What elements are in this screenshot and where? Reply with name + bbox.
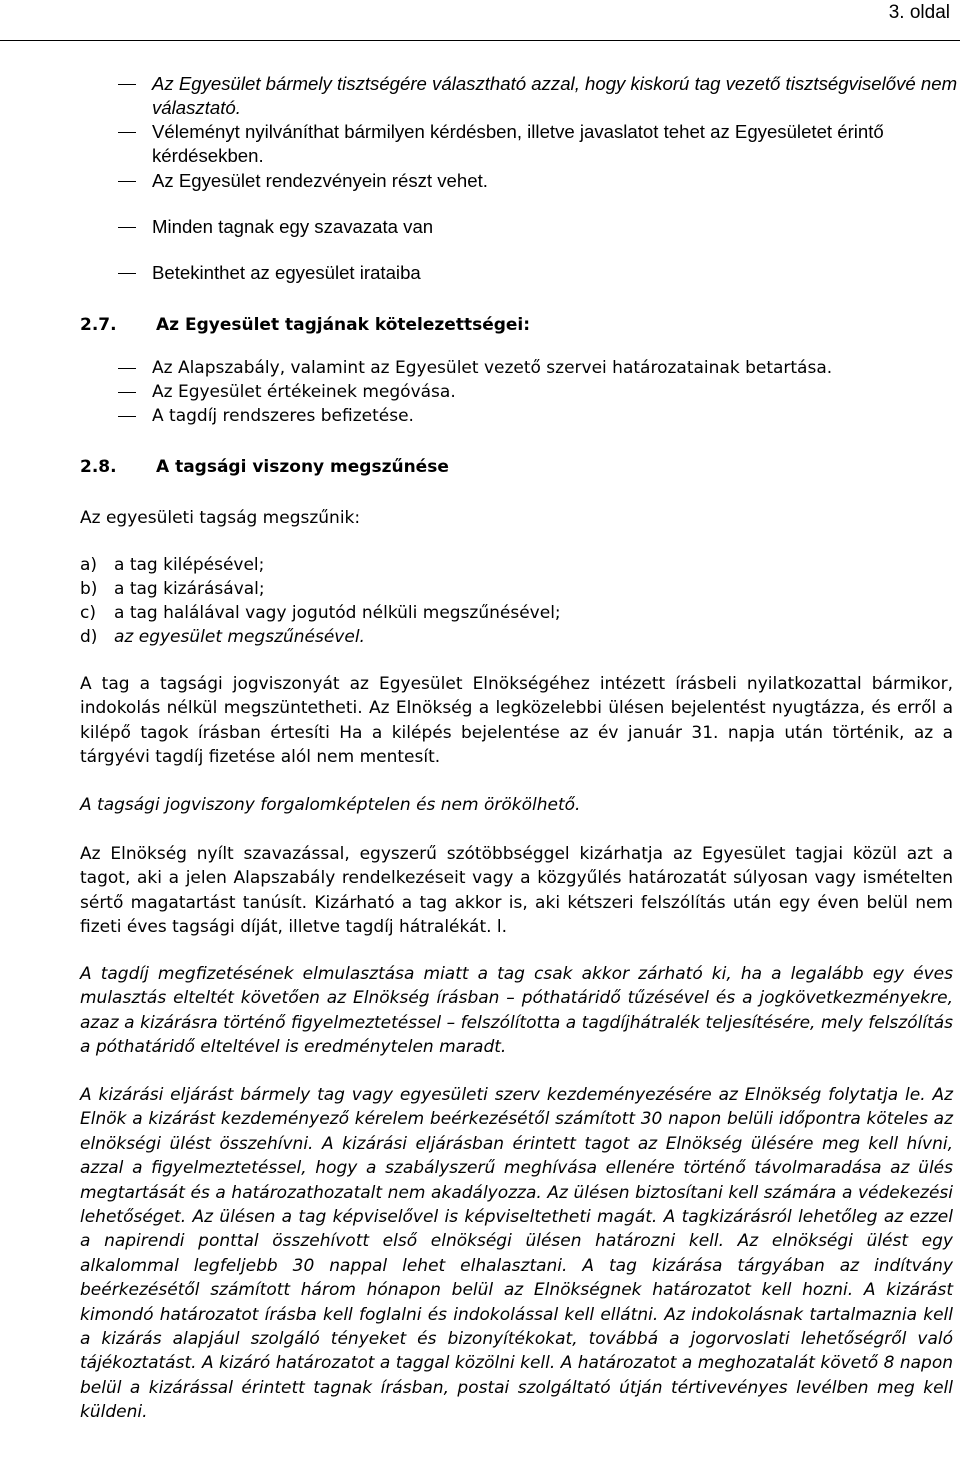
section-number: 2.8.: [80, 457, 117, 477]
header-divider: [0, 40, 960, 41]
member-rights-list: [118, 72, 958, 285]
section-number: 2.7.: [80, 315, 117, 335]
list-item-text: Minden tagnak egy szavazata van: [152, 216, 434, 237]
list-item-text: Az Egyesület rendezvényein részt vehet.: [152, 170, 488, 191]
list-item: [118, 261, 958, 285]
list-item-text: Az Egyesület értékeinek megóvása.: [152, 382, 456, 402]
dash-bullet-icon: [118, 368, 136, 369]
list-item: [80, 553, 561, 577]
section-title: A tagsági viszony megszűnése: [156, 457, 449, 477]
dash-bullet-icon: [118, 416, 136, 417]
list-item-text: Betekinthet az egyesület irataiba: [152, 262, 421, 283]
paragraph-expulsion: Az Elnökség nyílt szavazással, egyszerű szótöbbséggel kizárhatja az Egyesület tagjai közül azt a tagot, aki a jelen Alapszabály rendelkezéseit vagy a közgyűlés határozatát súlyosan vagy ismételten sértő magatartást tanúsít. Kizárható a tag akkor is, aki kétszeri felszólítás után egy éven belül nem fizeti éves tagsági díját, illetve tagdíj hátralékát. l.: [80, 844, 953, 938]
list-item: [80, 601, 561, 625]
list-item-text: Véleményt nyilváníthat bármilyen kérdésben, illetve javaslatot tehet az Egyesületet érintő kérdésekben.: [152, 121, 884, 166]
item-label: c): [80, 603, 96, 623]
item-label: d): [80, 627, 98, 647]
dash-bullet-icon: [118, 392, 136, 393]
dash-bullet-icon: [118, 84, 136, 85]
list-item: [118, 120, 958, 168]
dash-bullet-icon: [118, 273, 136, 274]
list-item: [118, 380, 938, 404]
list-item: [118, 215, 958, 239]
termination-intro: Az egyesületi tagság megszűnik:: [80, 508, 361, 528]
section-2-8-heading: [80, 457, 449, 477]
item-label: b): [80, 579, 98, 599]
dash-bullet-icon: [118, 181, 136, 182]
list-item: [118, 356, 938, 380]
list-item: [80, 577, 561, 601]
paragraph-fee-arrears: A tagdíj megfizetésének elmulasztása miatt a tag csak akkor zárható ki, ha a legalább egy éves mulasztás elteltét követően az Elnökség írásban – póthatáridő tűzésével és a jogkövetkezményekre, azaz a kizárásra történő figyelmeztetéssel – felszólította a tagdíjhátralék teljesítésére, mely felszólítás a póthatáridő elteltével is eredménytelen maradt.: [80, 964, 953, 1058]
list-item: [118, 404, 938, 428]
list-item: [80, 625, 561, 649]
section-title: Az Egyesület tagjának kötelezettségei:: [156, 315, 531, 335]
obligations-list: [118, 356, 938, 428]
paragraph-non-transferable: A tagsági jogviszony forgalomképtelen és nem örökölhető.: [80, 795, 581, 815]
item-label: a): [80, 555, 98, 575]
item-text: az egyesület megszűnésével.: [114, 627, 365, 647]
dash-bullet-icon: [118, 132, 136, 133]
list-item-text: Az Alapszabály, valamint az Egyesület vezető szervei határozatainak betartása.: [152, 358, 833, 378]
paragraph-expulsion-procedure: A kizárási eljárást bármely tag vagy egyesületi szerv kezdeményezésére az Elnökség folytatja le. Az Elnök a kizárást kezdeményező kérelem beérkezésétől számított 30 napon belüli időpontra köteles az elnökségi ülést összehívni. A kizárási eljárásban érintett tagot az Elnökség ülésére meg kell hívni, azzal a figyelmeztetéssel, hogy a szabályszerű meghívása ellenére történő távolmaradása az ülés megtartását és a határozathozatalt nem akadályozza. Az ülésen biztosítani kell számára a védekezési lehetőséget. Az ülésen a tag képviselővel is képviseltetheti magát. A tagkizárásról lehetőleg az ezzel a napirendi ponttal összehívott első elnökségi ülésen határozni kell. Az elnökségi ülést egy alkalommal legfeljebb 30 nappal lehet elhalasztani. A tag kizárása tárgyában az indítvány beérkezésétől számított három hónapon belül az Elnökségnek határozatot kell hozni. A kizárást kimondó határozatot írásba kell foglalni és indokolással kell ellátni. Az indokolásnak tartalmaznia kell a kizárás alapjául szolgáló tényeket és bizonyítékokat, továbbá a jogorvoslati lehetőségről való tájékoztatást. A kizáró határozatot a taggal közölni kell. A határozatot a meghozatalát követő 8 napon belül a kizárással érintett tagnak írásban, postai szolgáltató útján tértivevényes levélben meg kell küldeni.: [80, 1085, 953, 1423]
termination-cases-list: [80, 553, 561, 649]
item-text: a tag halálával vagy jogutód nélküli megszűnésével;: [114, 603, 561, 623]
dash-bullet-icon: [118, 227, 136, 228]
list-item-text: Az Egyesület bármely tisztségére választható azzal, hogy kiskorú tag vezető tisztségviselővé nem választató.: [152, 73, 958, 118]
item-text: a tag kizárásával;: [114, 579, 265, 599]
page-number: 3. oldal: [888, 2, 950, 23]
list-item: [118, 169, 958, 193]
section-2-7-heading: [80, 315, 530, 335]
item-text: a tag kilépésével;: [114, 555, 265, 575]
list-item-text: A tagdíj rendszeres befizetése.: [152, 406, 414, 426]
list-item: [118, 72, 958, 120]
paragraph-resignation: A tag a tagsági jogviszonyát az Egyesület Elnökségéhez intézett írásbeli nyilatkozattal bármikor, indokolás nélkül megszüntetheti. Az Elnökség a legközelebbi ülésen bejelentést nyugtázza, és erről a kilépő tagok írásban értesíti Ha a kilépés bejelentése az év január 31. napja után történik, az a tárgyévi tagdíj fizetése alól nem mentesít.: [80, 674, 953, 768]
